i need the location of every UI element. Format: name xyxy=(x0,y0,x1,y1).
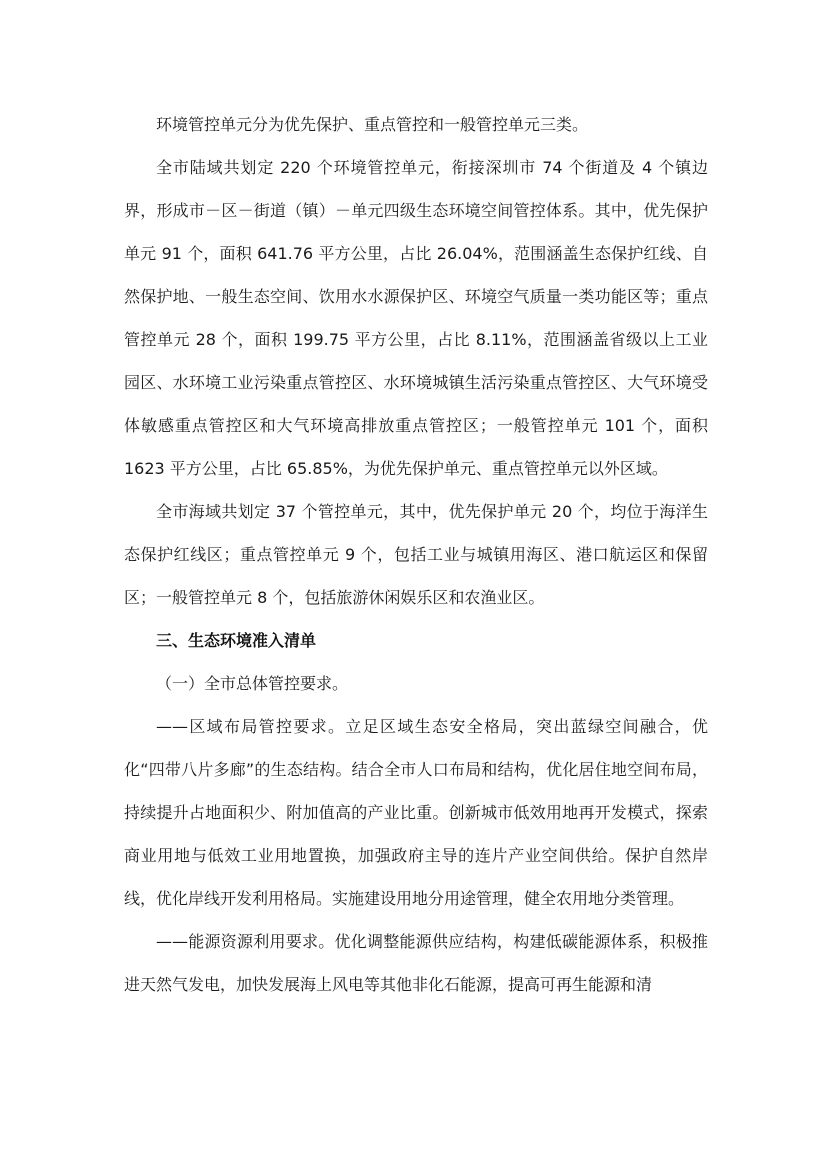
paragraph-sea-units: 全市海域共划定 37 个管控单元，其中，优先保护单元 20 个，均位于海洋生态保护红线区；重点管控单元 9 个，包括工业与城镇用海区、港口航运区和保留区；一般管控单元 8 个，包括旅游休闲娱乐区和农渔业区。 xyxy=(124,502,708,607)
paragraph-regional-layout: ——区域布局管控要求。立足区域生态安全格局，突出蓝绿空间融合，优化“四带八片多廊”的生态结构。结合全市人口布局和结构，优化居住地空间布局，持续提升占地面积少、附加值高的产业比重。创新城市低效用地再开发模式，探索商业用地与低效工业用地置换，加强政府主导的连片产业空间供给。保护自然岸线，优化岸线开发利用格局。实施建设用地分用途管理，健全农用地分类管理。 xyxy=(124,717,708,908)
paragraph-land-units: 全市陆域共划定 220 个环境管控单元，衔接深圳市 74 个街道及 4 个镇边界，形成市－区－街道（镇）－单元四级生态环境空间管控体系。其中，优先保护单元 91 个，面积 641.76 平方公里，占比 26.04%，范围涵盖生态保护红线、自然保护地、一般生态空间、饮用水水源保护区、环境空气质量一类功能区等；重点管控单元 28 个，面积 199.75 平方公里，占比 8.11%，范围涵盖省级以上工业园区、水环境工业污染重点管控区、水环境城镇生活污染重点管控区、大气环境受体敏感重点管控区和大气环境高排放重点管控区；一般管控单元 101 个，面积 1623 平方公里，占比 65.85%，为优先保护单元、重点管控单元以外区域。 xyxy=(124,158,708,478)
subsection-heading: （一）全市总体管控要求。 xyxy=(156,674,349,693)
paragraph-energy-resources: ——能源资源利用要求。优化调整能源供应结构，构建低碳能源体系，积极推进天然气发电，加快发展海上风电等其他非化石能源，提高可再生能源和清 xyxy=(124,932,708,994)
section-heading: 三、生态环境准入清单 xyxy=(156,631,317,650)
document-body xyxy=(124,103,708,1006)
paragraph-unit-types: 环境管控单元分为优先保护、重点管控和一般管控单元三类。 xyxy=(156,115,589,134)
